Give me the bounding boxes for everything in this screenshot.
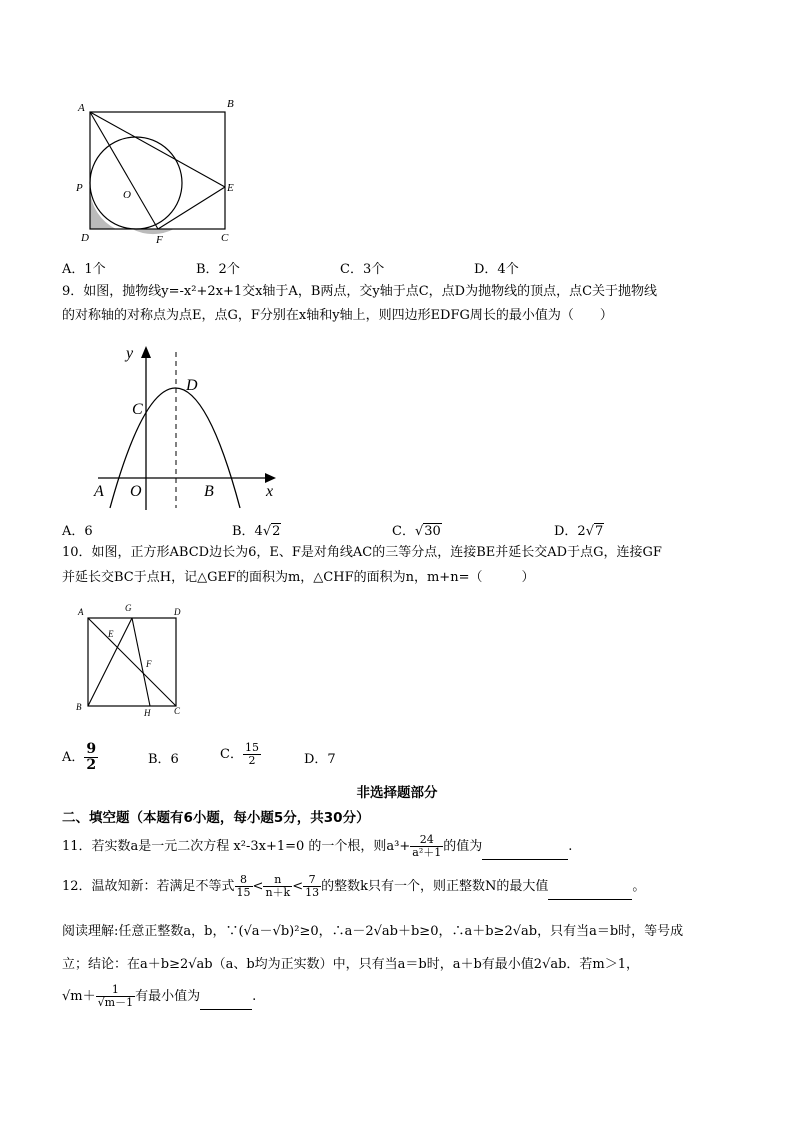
label-c: C [174,706,181,716]
reading-line3-end: . [252,989,257,1004]
q9-option-d[interactable]: D．2√7 [554,524,604,539]
q12-fraction3-num: 7 [303,874,321,887]
q10-option-a-denominator: 2 [86,757,97,773]
q11-answer-blank[interactable] [482,835,568,860]
q8-option-d[interactable]: D．4个 [474,262,519,277]
label-h: H [144,708,151,718]
label-b: B [204,483,214,500]
q9-text-line1: 9．如图，抛物线y=-x²+2x+1交x轴于A，B两点，交y轴于点C，点D为抛物线的顶点，点C关于抛物线 [62,284,658,299]
reading-line2: 立；结论：在a＋b≥2√ab（a、b均为正实数）中，只有当a＝b时，a＋b有最小值2√ab．若m＞1， [62,957,640,972]
q12-fraction1-num: 8 [235,874,253,887]
label-a: A [78,607,84,617]
q12-suffix: 的整数k只有一个，则正整数N的最大值 [321,879,549,894]
circle-o [90,137,182,229]
label-c: C [132,401,143,418]
figure-q10 [70,600,190,720]
q9-option-a[interactable]: A．6 [62,524,93,539]
q10-option-c-prefix: C． [220,747,243,762]
q12-answer-blank[interactable] [548,875,632,900]
label-f: F [146,659,152,669]
label-a: A [94,483,104,500]
q10-text-line1: 10．如图，正方形ABCD边长为6，E、F是对角线AC的三等分点，连接BE并延长交AD于点G，连接GF [62,545,662,560]
reading-line3 [62,984,256,1010]
q12-text [62,874,645,900]
label-e: E [108,629,114,639]
figure-q8 [70,95,245,250]
label-y: y [126,345,134,362]
reading-line3-suffix: 有最小值为 [135,989,201,1004]
q11-end: . [568,839,573,854]
q9-option-d-radicand: 7 [595,524,604,539]
y-axis-arrow [141,346,151,358]
line-ae [90,112,225,187]
q9-option-b-prefix: B．4 [232,524,263,539]
q9-option-c[interactable]: C．√30 [392,524,441,539]
q9-option-b[interactable]: B．4√2 [232,524,281,539]
q11-suffix: 的值为 [443,839,483,854]
q11-denominator: a²＋1 [412,846,442,859]
label-d: D [81,232,89,244]
label-p: P [76,182,83,194]
reading-line3-numerator: 1 [96,984,135,997]
q10-text-line2: 并延长交BC于点H，记△GEF的面积为m，△CHF的面积为n，m+n=（ ） [62,570,535,585]
q10-option-c-numerator: 15 [244,741,259,754]
q9-option-d-prefix: D．2 [554,524,586,539]
x-axis-arrow [265,473,276,483]
label-o: O [130,483,142,500]
label-d: D [174,607,181,617]
q11-prefix: 11．若实数a是一元二次方程 x²-3x+1=0 的一个根，则a³+ [62,839,411,854]
q10-option-a-prefix: A． [62,750,85,765]
q10-option-a-numerator: 9 [86,741,97,757]
q12-lt1: < [252,879,264,894]
shaded-region [90,190,116,229]
q8-option-a[interactable]: A．1个 [62,262,106,277]
q9-text-line2: 的对称轴的对称点为点E，点G，F分别在x轴和y轴上，则四边形EDFG周长的最小值为（ ） [62,308,613,323]
section-heading: 二、填空题（本题有6小题，每小题5分，共30分） [62,810,370,826]
label-a: A [78,102,85,114]
reading-answer-blank[interactable] [200,985,252,1010]
q12-fraction3-den: 13 [305,886,320,899]
q12-fraction1-den: 15 [236,886,251,899]
rectangle-abcd [90,112,225,229]
reading-line1: 阅读理解:任意正整数a，b，∵(√a－√b)²≥0，∴a－2√ab＋b≥0，∴a＋b≥2√ab，只有当a＝b时，等号成 [62,924,684,939]
q11-numerator: 24 [410,834,443,847]
q12-lt2: < [292,879,304,894]
q8-option-b[interactable]: B．2个 [196,262,240,277]
section-title: 非选择题部分 [356,785,438,801]
q10-option-c[interactable] [220,742,261,767]
figure-q9 [90,338,290,516]
q10-option-b[interactable]: B．6 [148,752,179,767]
label-b: B [227,98,234,110]
q9-option-c-radicand: 30 [424,524,441,539]
line-ef [158,187,225,229]
q10-option-d[interactable]: D．7 [304,752,336,767]
shaded-region-2 [132,229,174,234]
label-b: B [76,702,82,712]
label-e: E [227,182,234,194]
diagonal-ac [88,618,176,706]
q12-fraction2-num: n [263,874,292,887]
q12-fraction2-den: n＋k [265,886,291,899]
label-d: D [186,377,198,394]
label-f: F [156,234,163,246]
reading-line3-prefix: √m＋ [62,989,96,1004]
q10-option-c-denominator: 2 [248,754,256,767]
label-c: C [221,232,229,244]
q11-text [62,834,572,860]
label-g: G [125,603,132,613]
q8-option-c[interactable]: C．3个 [340,262,385,277]
q12-end: 。 [632,879,646,894]
q10-option-a[interactable] [62,742,98,773]
q9-option-b-radicand: 2 [272,524,281,539]
label-x: x [266,483,274,500]
label-o: O [123,189,131,201]
q9-option-c-prefix: C． [392,524,415,539]
q12-prefix: 12．温故知新：若满足不等式 [62,879,235,894]
reading-line3-denominator: √m－1 [97,996,134,1009]
